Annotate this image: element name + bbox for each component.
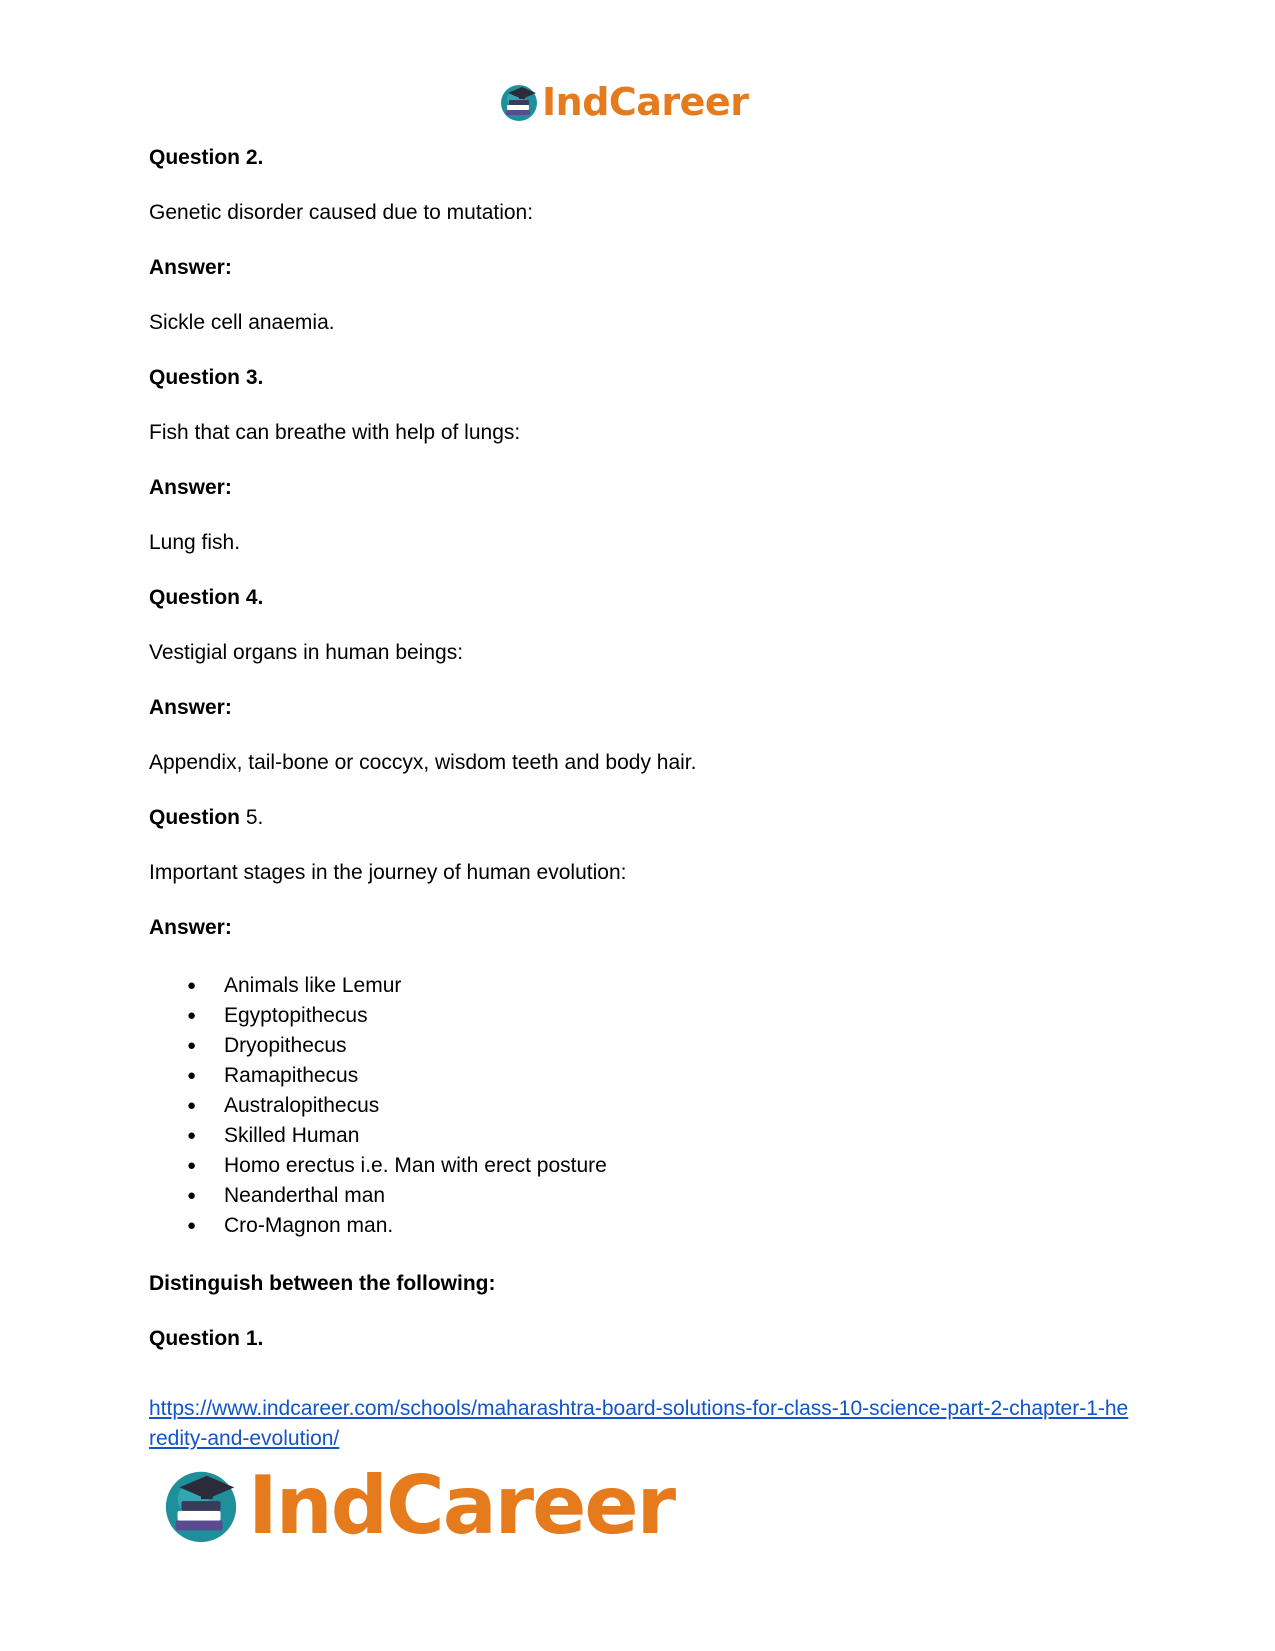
question-3-text: Fish that can breathe with help of lungs: (149, 421, 521, 444)
question-1-label: Question 1. (149, 1327, 264, 1350)
list-item: ● Australopithecus (149, 1091, 1129, 1121)
question-3-answer: Lung fish. (149, 531, 241, 554)
question-5-text: Important stages in the journey of human evolution: (149, 861, 627, 884)
question-5-label-word: Question (149, 806, 241, 829)
list-item: ● Neanderthal man (149, 1181, 1129, 1211)
list-item: ● Skilled Human (149, 1121, 1129, 1151)
list-item: ● Dryopithecus (149, 1031, 1129, 1061)
question-5-label-number: 5. (240, 806, 264, 829)
globe-book-cap-icon (498, 81, 540, 123)
list-item: ● Animals like Lemur (149, 971, 1129, 1001)
question-4-answer-label: Answer: (149, 696, 232, 719)
question-5-answer-label: Answer: (149, 916, 232, 939)
question-3-label: Question 3. (149, 366, 264, 389)
source-link[interactable]: https://www.indcareer.com/schools/maharashtra-board-solutions-for-class-10-science-part-2-chapter-1-heredity-and-evolution/ (149, 1397, 1129, 1450)
question-3-answer-label: Answer: (149, 476, 232, 499)
question-2-label: Question 2. (149, 146, 264, 169)
question-2-answer-label: Answer: (149, 256, 232, 279)
question-2-answer: Sickle cell anaemia. (149, 311, 335, 334)
question-4-text: Vestigial organs in human beings: (149, 641, 464, 664)
evolution-stages-list (149, 971, 1129, 1241)
header-logo-text: IndCareer (542, 80, 749, 124)
globe-book-cap-icon (160, 1464, 242, 1546)
question-4-answer: Appendix, tail-bone or coccyx, wisdom teeth and body hair. (149, 751, 697, 774)
list-item: ● Homo erectus i.e. Man with erect posture (149, 1151, 1129, 1181)
question-4-label: Question 4. (149, 586, 264, 609)
list-item: ● Egyptopithecus (149, 1001, 1129, 1031)
list-item: ● Cro-Magnon man. (149, 1211, 1129, 1241)
section-heading: Distinguish between the following: (149, 1272, 496, 1295)
header-logo (498, 80, 748, 124)
question-2-text: Genetic disorder caused due to mutation: (149, 201, 534, 224)
footer-logo (160, 1460, 674, 1550)
question-5-label (149, 806, 1129, 830)
document-body (149, 146, 1129, 1382)
list-item: ● Ramapithecus (149, 1061, 1129, 1091)
footer-logo-text: IndCareer (248, 1458, 675, 1552)
